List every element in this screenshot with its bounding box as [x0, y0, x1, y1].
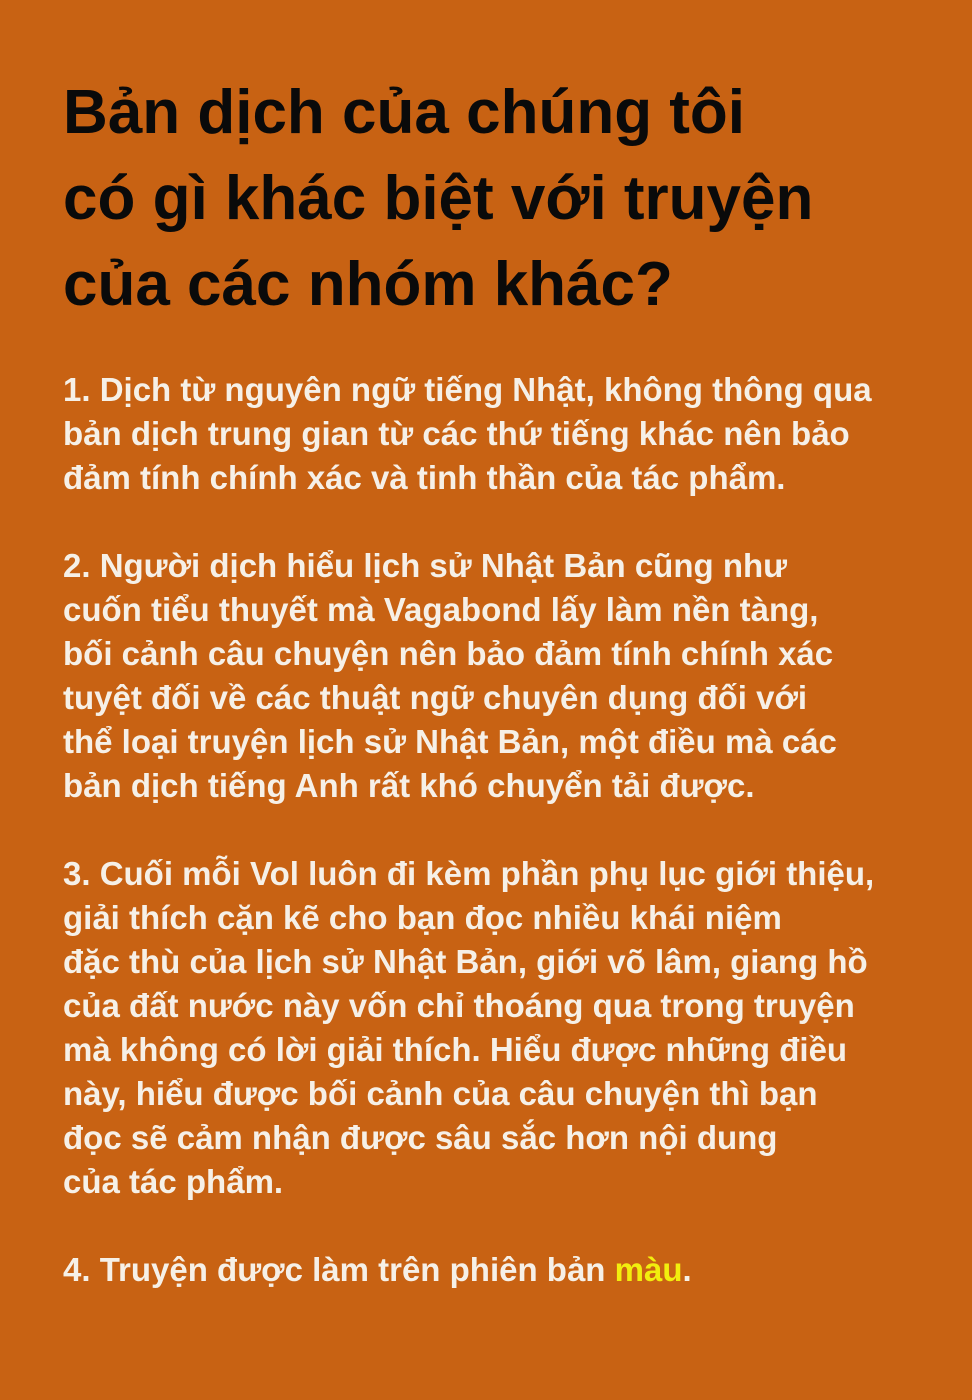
paragraph-4-line	[63, 1248, 952, 1292]
highlighted-word-mau: màu	[614, 1251, 683, 1288]
paragraph-2-line: cuốn tiểu thuyết mà Vagabond lấy làm nền tàng,	[63, 591, 819, 628]
paragraph-1-line: đảm tính chính xác và tinh thần của tác phẩm.	[63, 459, 786, 496]
paragraph-2-line: bản dịch tiếng Anh rất khó chuyển tải được.	[63, 767, 755, 804]
paragraph-2-line: tuyệt đối về các thuật ngữ chuyên dụng đối với	[63, 679, 808, 716]
paragraph-1	[63, 368, 952, 500]
page-title-line-2: có gì khác biệt với truyện	[63, 164, 814, 233]
paragraph-3-line: đọc sẽ cảm nhận được sâu sắc hơn nội dung	[63, 1119, 778, 1156]
paragraph-3-line: giải thích cặn kẽ cho bạn đọc nhiều khái niệm	[63, 899, 782, 936]
page-title-line-1: Bản dịch của chúng tôi	[63, 78, 746, 147]
paragraph-2-line: bối cảnh câu chuyện nên bảo đảm tính chính xác	[63, 635, 834, 672]
paragraph-3-line: của tác phẩm.	[63, 1163, 284, 1200]
paragraph-4-text: 4. Truyện được làm trên phiên bản	[63, 1251, 615, 1288]
paragraph-1-line: 1. Dịch từ nguyên ngữ tiếng Nhật, không thông qua	[63, 371, 872, 408]
paragraph-3-line: đặc thù của lịch sử Nhật Bản, giới võ lâm, giang hồ	[63, 943, 868, 980]
paragraph-3-line: của đất nước này vốn chỉ thoáng qua trong truyện	[63, 987, 855, 1024]
paragraph-2	[63, 544, 952, 808]
paragraph-3-line: này, hiểu được bối cảnh của câu chuyện thì bạn	[63, 1075, 818, 1112]
paragraph-2-line: thể loại truyện lịch sử Nhật Bản, một điều mà các	[63, 723, 837, 760]
page-title-line-3: của các nhóm khác?	[63, 250, 673, 319]
paragraph-4	[63, 1248, 952, 1292]
paragraph-3	[63, 852, 952, 1204]
paragraph-2-line: 2. Người dịch hiểu lịch sử Nhật Bản cũng như	[63, 547, 788, 584]
paragraph-3-line: 3. Cuối mỗi Vol luôn đi kèm phần phụ lục giới thiệu,	[63, 855, 875, 892]
paragraph-3-line: mà không có lời giải thích. Hiểu được những điều	[63, 1031, 848, 1068]
body-text	[63, 368, 952, 1292]
paragraph-1-line: bản dịch trung gian từ các thứ tiếng khác nên bảo	[63, 415, 850, 452]
paragraph-4-period: .	[682, 1251, 692, 1288]
page-title	[63, 70, 952, 328]
